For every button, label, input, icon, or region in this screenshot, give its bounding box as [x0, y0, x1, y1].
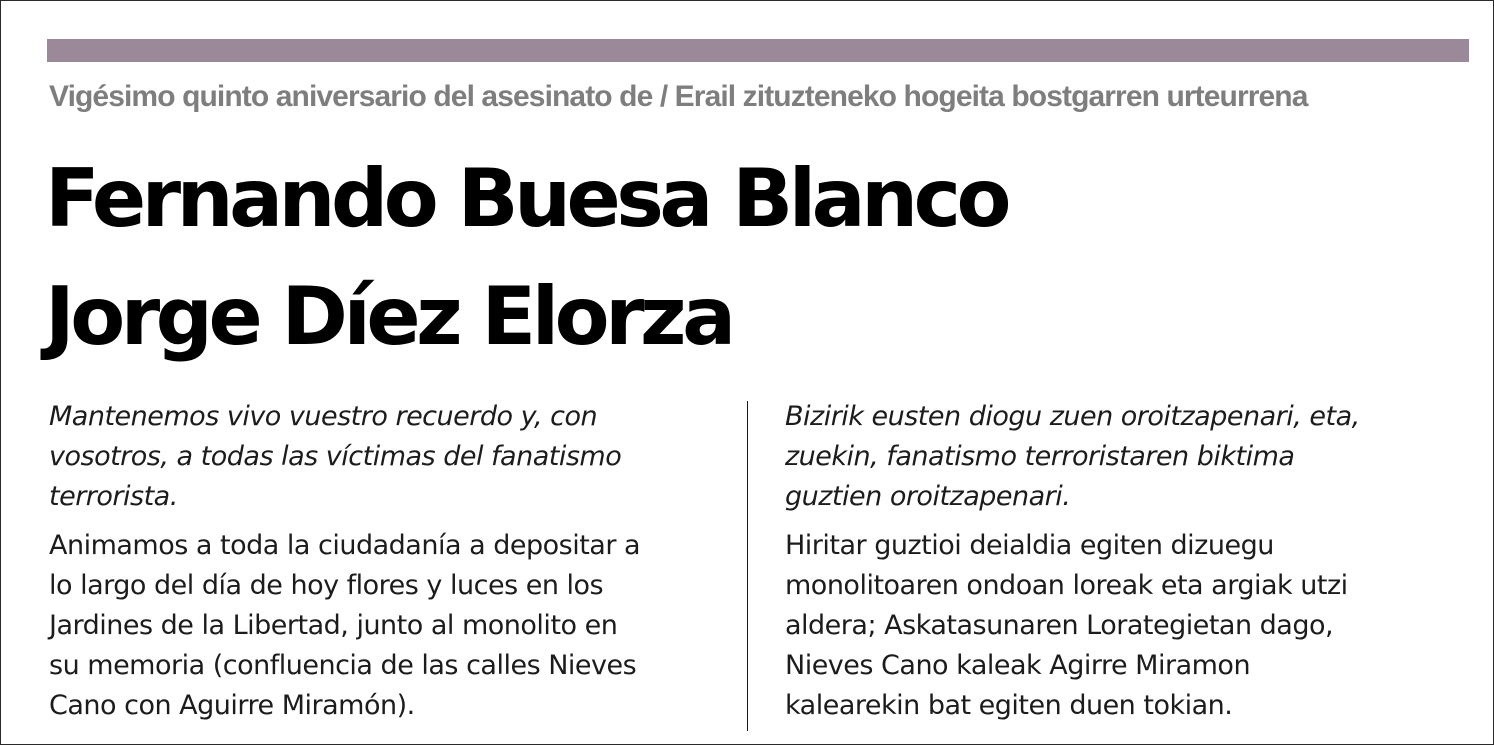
basque-lead-line: guztien oroitzapenari.: [785, 481, 1071, 512]
spanish-lead: [49, 397, 709, 517]
basque-body-line: aldera; Askatasunaren Lorategietan dago,: [785, 610, 1334, 641]
basque-body: [785, 526, 1465, 726]
spanish-lead-line: Mantenemos vivo vuestro recuerdo y, con: [49, 401, 598, 432]
spanish-column: [49, 397, 709, 726]
spanish-body: [49, 526, 709, 726]
victim-name-1: Fernando Buesa Blanco: [45, 152, 1007, 245]
basque-lead-line: Bizirik eusten diogu zuen oroitzapenari, eta,: [785, 401, 1360, 432]
spanish-body-line: lo largo del día de hoy flores y luces en los: [49, 570, 604, 601]
notice-subtitle: Vigésimo quinto aniversario del asesinato de / Erail zituzteneko hogeita bostgarren urteurrena: [49, 80, 1308, 113]
spanish-lead-line: vosotros, a todas las víctimas del fanatismo: [49, 441, 622, 472]
spanish-body-line: Animamos a toda la ciudadanía a depositar a: [49, 530, 641, 561]
basque-body-line: Nieves Cano kaleak Agirre Miramon: [785, 650, 1251, 681]
spanish-body-line: Jardines de la Libertad, junto al monolito en: [49, 610, 618, 641]
spanish-body-line: su memoria (confluencia de las calles Nieves: [49, 650, 637, 681]
basque-body-line: kalearekin bat egiten duen tokian.: [785, 690, 1233, 721]
accent-bar: [47, 39, 1469, 62]
spanish-lead-line: terrorista.: [49, 481, 178, 512]
basque-body-line: Hiritar guztioi deialdia egiten dizuegu: [785, 530, 1274, 561]
basque-lead-line: zuekin, fanatismo terroristaren biktima: [785, 441, 1295, 472]
basque-lead: [785, 397, 1465, 517]
spanish-body-line: Cano con Aguirre Miramón).: [49, 690, 415, 721]
column-divider: [747, 401, 748, 731]
basque-body-line: monolitoaren ondoan loreak eta argiak utzi: [785, 570, 1348, 601]
basque-column: [785, 397, 1465, 726]
victim-name-2: Jorge Díez Elorza: [45, 270, 732, 363]
